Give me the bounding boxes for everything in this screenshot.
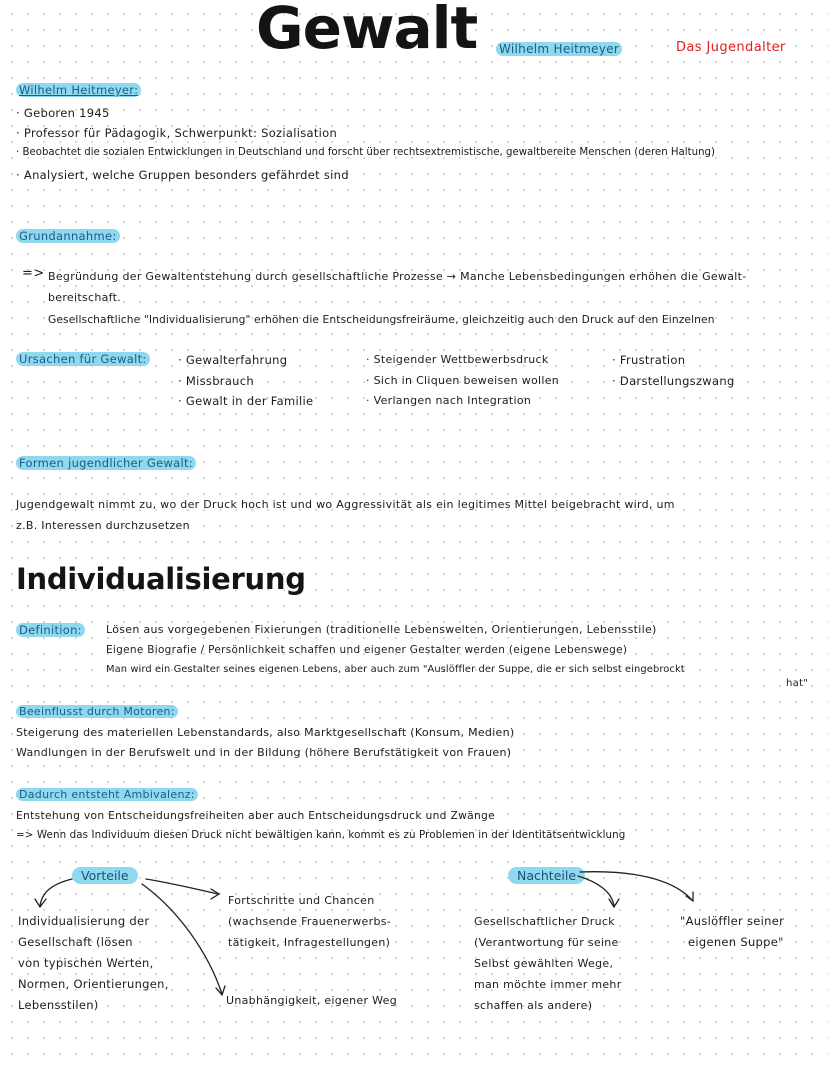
vorteile-left-line: Lebensstilen) (18, 998, 99, 1012)
list-item: · Steigender Wettbewerbsdruck (366, 353, 549, 366)
formen-line: Jugendgewalt nimmt zu, wo der Druck hoch ist und wo Aggressivität als ein legitimes Mittel beigebracht wird, um (16, 498, 675, 511)
vorteile-left (18, 911, 169, 1016)
motoren-heading: Beeinflusst durch Motoren: (16, 705, 178, 718)
author-tag: Wilhelm Heitmeyer (496, 42, 622, 56)
arrow-vorteile-left (40, 879, 72, 906)
nachteile-left (474, 911, 622, 1016)
list-item: · Darstellungszwang (612, 374, 735, 388)
vorteile-left-line: Individualisierung der (18, 914, 150, 928)
arrowhead (216, 986, 225, 995)
topic-tag: Das Jugendalter (676, 40, 786, 55)
grundannahme-line: Begründung der Gewaltentstehung durch gesellschaftliche Prozesse → Manche Lebensbedingungen erhöhen die Gewalt- (48, 270, 747, 283)
definition-line: Lösen aus vorgegebenen Fixierungen (traditionelle Lebenswelten, Orientierungen, Lebensstile) (106, 623, 657, 636)
arrow-vorteile-right (146, 879, 218, 894)
nachteile-left-line: man möchte immer mehr (474, 978, 622, 991)
vorteile-left-line: von typischen Werten, (18, 956, 154, 970)
list-item: · Geboren 1945 (16, 106, 110, 120)
nachteile-left-line: Selbst gewählten Wege, (474, 957, 614, 970)
vorteile-right-line: (wachsende Frauenerwerbs- (228, 915, 392, 928)
list-item: · Sich in Cliquen beweisen wollen (366, 374, 560, 387)
definition-line: hat" (786, 678, 809, 689)
arrowhead (686, 892, 693, 901)
ambivalenz-line: => Wenn das Individuum diesen Druck nicht bewältigen kann, kommt es zu Problemen in der Identitätsentwicklung (16, 829, 626, 841)
list-item: · Beobachtet die sozialen Entwicklungen in Deutschland und forscht über rechtsextremistische, gewaltbereite Menschen (deren Haltung) (16, 147, 715, 158)
nachteile-left-line: (Verantwortung für seine (474, 936, 619, 949)
vorteile-right (228, 890, 391, 953)
vorteile-left-line: Gesellschaft (lösen (18, 935, 133, 949)
list-item: · Gewalterfahrung (178, 353, 288, 367)
definition-label: Definition: (16, 623, 85, 637)
nachteile-right-line: eigenen Suppe" (688, 935, 784, 949)
ambivalenz-line: Entstehung von Entscheidungsfreiheiten aber auch Entscheidungsdruck und Zwänge (16, 809, 495, 822)
page-title: Gewalt (256, 0, 478, 62)
list-item: · Analysiert, welche Gruppen besonders gefährdet sind (16, 168, 349, 182)
nachteile-right-line: "Auslöffler seiner (680, 914, 785, 928)
vorteile-right-line: tätigkeit, Infragestellungen) (228, 936, 391, 949)
definition-line: Eigene Biografie / Persönlichkeit schaffen und eigener Gestalter werden (eigene Lebenswege) (106, 644, 628, 656)
motoren-line: Wandlungen in der Berufswelt und in der Bildung (höhere Berufstätigkeit von Frauen) (16, 746, 512, 759)
arrowhead (609, 899, 619, 907)
list-item: · Gewalt in der Familie (178, 394, 314, 408)
vorteile-bottom: Unabhängigkeit, eigener Weg (226, 994, 397, 1007)
formen-heading: Formen jugendlicher Gewalt: (16, 456, 196, 470)
arrowhead (35, 899, 46, 907)
motoren-line: Steigerung des materiellen Lebenstandards, also Marktgesellschaft (Konsum, Medien) (16, 726, 515, 739)
grundannahme-line: bereitschaft. (48, 291, 122, 304)
nachteile-label: Nachteile (508, 867, 585, 884)
formen-line: z.B. Interessen durchzusetzen (16, 519, 190, 532)
ambivalenz-heading: Dadurch entsteht Ambivalenz: (16, 788, 198, 801)
vorteile-right-line: Fortschritte und Chancen (228, 894, 375, 907)
vorteile-left-line: Normen, Orientierungen, (18, 977, 169, 991)
grundannahme-line: Gesellschaftliche "Individualisierung" erhöhen die Entscheidungsfreiräume, gleichzeitig auch den Druck auf den Einzelnen (48, 313, 715, 326)
definition-line: Man wird ein Gestalter seines eigenen Lebens, aber auch zum "Auslöffler der Suppe, die er sich selbst eingebrockt (106, 664, 685, 675)
arrow-symbol: => (22, 266, 45, 281)
list-item: · Frustration (612, 353, 686, 367)
list-item: · Verlangen nach Integration (366, 394, 532, 407)
arrowhead (211, 889, 219, 899)
nachteile-right (680, 911, 784, 953)
heitmeyer-heading: Wilhelm Heitmeyer: (16, 83, 141, 97)
vorteile-label: Vorteile (72, 867, 138, 884)
nachteile-left-line: schaffen als andere) (474, 999, 593, 1012)
ursachen-heading: Ursachen für Gewalt: (16, 352, 150, 366)
list-item: · Professor für Pädagogik, Schwerpunkt: Sozialisation (16, 126, 338, 140)
section-title-individualisierung: Individualisierung (16, 562, 306, 596)
arrow-nachteile-left (578, 876, 614, 906)
nachteile-left-line: Gesellschaftlicher Druck (474, 915, 615, 928)
list-item: · Missbrauch (178, 374, 254, 388)
grundannahme-heading: Grundannahme: (16, 229, 120, 243)
arrow-nachteile-right (580, 872, 692, 900)
